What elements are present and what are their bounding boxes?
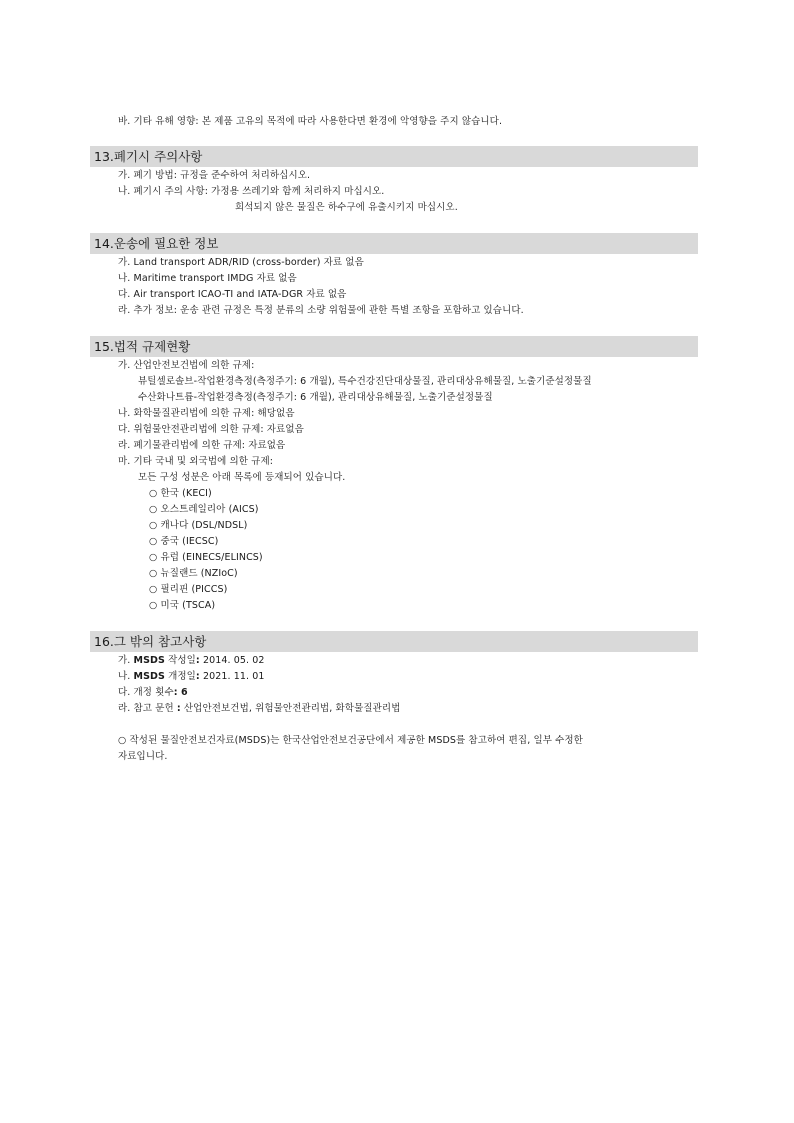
transport-maritime: 나. Maritime transport IMDG 자료 없음	[118, 273, 297, 284]
created-prefix: 가.	[118, 655, 134, 666]
revision-count	[118, 686, 188, 699]
section-16-header	[90, 631, 698, 652]
inventory-item: ○ 한국 (KECI)	[149, 488, 212, 499]
note-line-1: ○ 작성된 물질안전보건자료(MSDS)는 한국산업안전보건공단에서 제공한 MSDS를 참고하여 편집, 일부 수정한	[118, 735, 583, 746]
inventory-item: ○ 뉴질랜드 (NZIoC)	[149, 568, 238, 579]
created-msds: MSDS	[133, 655, 165, 666]
revision-label: 다. 개정 횟수	[118, 687, 174, 698]
regulation-osha: 가. 산업안전보건법에 의한 규제:	[118, 360, 255, 371]
inventory-item: ○ 중국 (IECSC)	[149, 536, 219, 547]
inventory-intro: 모든 구성 성분은 아래 목록에 등재되어 있습니다.	[138, 472, 346, 483]
disposal-precaution-2: 희석되지 않은 물질은 하수구에 유출시키지 마십시오.	[235, 202, 458, 213]
disposal-method: 가. 폐기 방법: 규정을 준수하여 처리하십시오.	[118, 170, 311, 181]
regulation-dangerous: 다. 위험물안전관리법에 의한 규제: 자료없음	[118, 424, 304, 435]
revised-colon: :	[195, 671, 200, 682]
environment-other-effects: 바. 기타 유해 영향: 본 제품 고유의 목적에 따라 사용한다면 환경에 악영향을 주지 않습니다.	[118, 116, 503, 127]
inventory-item: ○ 오스트레일리아 (AICS)	[149, 504, 259, 515]
created-value: 2014. 05. 02	[199, 655, 265, 666]
section-14-title: 14.운송에 필요한 정보	[94, 236, 219, 251]
note-line-2: 자료입니다.	[118, 751, 168, 762]
inventory-item: ○ 유럽 (EINECS/ELINCS)	[149, 552, 263, 563]
created-colon: :	[195, 655, 200, 666]
transport-land: 가. Land transport ADR/RID (cross-border) 자료 없음	[118, 257, 364, 268]
revised-msds: MSDS	[133, 671, 165, 682]
section-15-title: 15.법적 규제현황	[94, 339, 191, 354]
disposal-precaution: 나. 폐기시 주의 사항: 가정용 쓰레기와 함께 처리하지 마십시오.	[118, 186, 385, 197]
msds-created-date	[118, 654, 265, 667]
created-label: 작성일	[164, 655, 196, 666]
inventory-item: ○ 캐나다 (DSL/NDSL)	[149, 520, 248, 531]
transport-additional: 라. 추가 정보: 운송 관련 규정은 특정 분류의 소량 위험물에 관한 특별 조항을 포함하고 있습니다.	[118, 305, 524, 316]
references-label: 라. 참고 문헌	[118, 703, 177, 714]
revised-label: 개정일	[164, 671, 196, 682]
regulation-osha-butyl: 뷰틸셀로솔브-작업환경측정(측정주기: 6 개월), 특수건강진단대상물질, 관리대상유해물질, 노출기준설정물질	[138, 376, 592, 387]
references	[118, 702, 400, 715]
section-16-title: 16.그 밖의 참고사항	[94, 634, 207, 649]
section-14-header	[90, 233, 698, 254]
section-13-title: 13.폐기시 주의사항	[94, 149, 203, 164]
transport-air: 다. Air transport ICAO-TI and IATA-DGR 자료 없음	[118, 289, 347, 300]
inventory-item: ○ 미국 (TSCA)	[149, 600, 216, 611]
regulation-other: 마. 기타 국내 및 외국법에 의한 규제:	[118, 456, 274, 467]
revised-prefix: 나.	[118, 671, 134, 682]
section-13-header	[90, 146, 698, 167]
msds-revised-date	[118, 670, 265, 683]
revised-value: 2021. 11. 01	[199, 671, 265, 682]
regulation-chemical: 나. 화학물질관리법에 의한 규제: 해당없음	[118, 408, 295, 419]
references-colon: :	[176, 703, 181, 714]
section-15-header	[90, 336, 698, 357]
inventory-item: ○ 필리핀 (PICCS)	[149, 584, 228, 595]
references-value: 산업안전보건법, 위험물안전관리법, 화학물질관리법	[180, 703, 401, 714]
regulation-osha-naoh: 수산화나트륨-작업환경측정(측정주기: 6 개월), 관리대상유해물질, 노출기준설정물질	[138, 392, 493, 403]
regulation-waste: 라. 폐기물관리법에 의한 규제: 자료없음	[118, 440, 286, 451]
revision-value: : 6	[173, 687, 188, 698]
